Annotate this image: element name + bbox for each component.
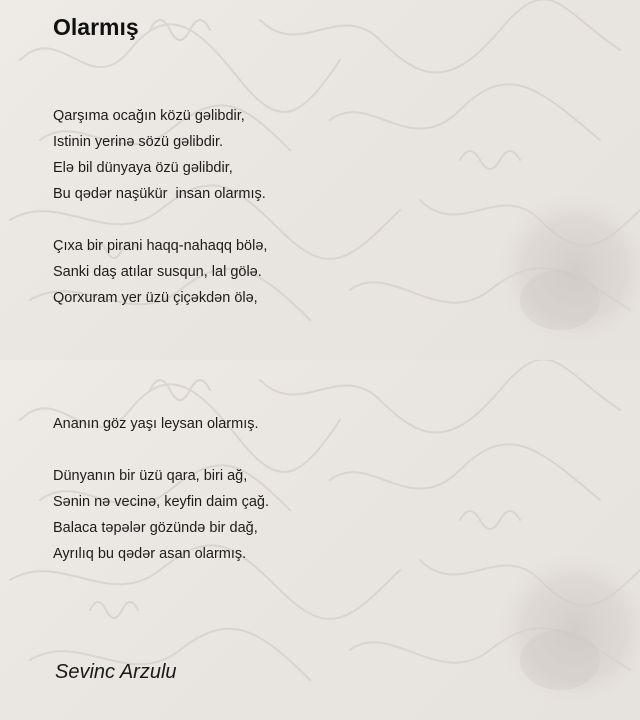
poem-line: Bu qədər naşükür insan olarmış.	[53, 186, 266, 202]
poem-line: Ayrılıq bu qədər asan olarmış.	[53, 546, 247, 562]
poem-author: Sevinc Arzulu	[55, 661, 177, 683]
stanza-3	[53, 411, 259, 437]
poem-line: Çıxa bir pirani haqq-nahaqq bölə,	[53, 238, 268, 254]
poem-line: Sənin nə vecinə, keyfin daim çağ.	[53, 494, 270, 510]
poem-title: Olarmış	[53, 14, 139, 40]
stanza-4	[53, 463, 269, 567]
stanza-1	[53, 103, 266, 207]
poem-line: Ananın göz yaşı leysan olarmış.	[53, 416, 259, 432]
poem-line: Sanki daş atılar susqun, lal gölə.	[53, 264, 262, 280]
stanza-2	[53, 233, 267, 311]
poem-line: Istinin yerinə sözü gəlibdir.	[53, 134, 224, 150]
poem-line: Qarşıma ocağın közü gəlibdir,	[53, 108, 245, 124]
poem-line: Qorxuram yer üzü çiçəkdən ölə,	[53, 290, 258, 306]
poem-line: Dünyanın bir üzü qara, biri ağ,	[53, 468, 248, 484]
poem-line: Balaca təpələr gözündə bir dağ,	[53, 520, 258, 536]
poem-line: Elə bil dünyaya özü gəlibdir,	[53, 160, 233, 176]
